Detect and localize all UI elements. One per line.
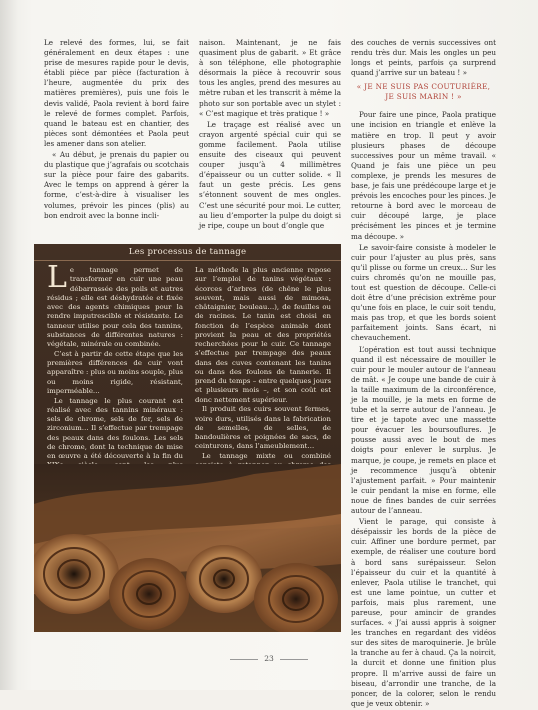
- paragraph: Le tannage le plus courant est réalisé avec des tannins minéraux : sels de chrome, sels de fer, sels de zirconium… Il s’effectue par trempage des peaux dans des foulons. Les sels de chrome, dont la technique de mise en œuvre a été découverte à la fin du: [47, 396, 183, 460]
- page-folio: [0, 654, 538, 663]
- paragraph: Il produit des cuirs souvent fermes, voire durs, utilisés dans la fabrication de semelles, de selles, de bandoulières et poignées de sacs, de ceinturons, dans l’ameublement…: [195, 405, 331, 451]
- paragraph: « Au début, je prenais du papier ou du plastique que j’agrafais ou scotchais sur la pièce pour faire des gabarits. Avec le temps on apprend à gérer la forme, c’est-à-dire à visualiser les volumes, prévoir les pinces (plis) au bon endroit avec la bonne incli-: [44, 150, 189, 220]
- paragraph: Le relevé des formes, lui, se fait généralement en deux étapes : une prise de mesures rapide pour le devis, établi pièce par pièce (facturation à l’heure, augmentée du prix des matières premières), puis une fois le devis validé, Paola revient à bord faire le relevé de formes complet. Parfois, quand le bateau est en chantier, des pièces sont démontées et Paola peut les amener dans son atelier.: [44, 38, 189, 148]
- pull-quote: [351, 82, 496, 102]
- article-column-1: [44, 38, 189, 222]
- paragraph: La méthode la plus ancienne repose sur l’emploi de tanins végétaux : écorces d’arbres (de chêne le plus souvent, mais aussi de mimosa, châtaignier, bouleau…), de feuilles ou de racines. Le tanin est choisi en fonction de l’espèce animale dont provient la peau et des propriétés recherchées pour le cuir. Ce tannage s’effectue par trempage des peaux dans des cuves contenant les tanins ou dans des foulons de tannerie. Il prend du temps – entre quelques jours et plusieurs mois –, et son coût est donc nettement supérieur.: [195, 266, 331, 404]
- paragraph: Pour faire une pince, Paola pratique une incision en triangle et enlève la matière en trop. Il peut y avoir plusieurs phases de découpe successives pour un même travail. « Quand je fais une pièce un peu complexe, je prends les mesures de base, je fais une prédécoupe large et je prévois les encoches pour les pinces. Je retourne à bord avec le morceau de cuir découpé large, je place précisément les pinces et je termine ma découpe. »: [351, 110, 496, 241]
- article-column-2: [199, 38, 341, 232]
- folio-rule-left: [230, 659, 258, 660]
- paragraph: [47, 260, 183, 349]
- tanning-sidebar-box: [34, 244, 341, 632]
- drop-cap: L: [47, 260, 67, 295]
- pull-quote-line-2: JE SUIS MARIN ! »: [385, 92, 462, 102]
- pull-quote-line-1: « JE NE SUIS PAS COUTURIÈRE,: [356, 82, 491, 92]
- leather-rolls-photo: [34, 464, 341, 632]
- paragraph: des couches de vernis successives ont rendu très dur. Mais les ongles un peu longs et peints, parfois ça surprend quand j’arrive sur un bateau ! »: [351, 38, 496, 78]
- paragraph: Le savoir-faire consiste à modeler le cuir pour l’ajuster au plus près, sans qu’il plisse ou forme un creux… Sur les cuirs chromés qu’on ne mouille pas, tout est question de découpe. Celle-ci doit être d’une précision extrême pour qu’une fois en place, le cuir soit tendu, mais pas trop, et que les bords soient parfaitement joints. Sans écart, ni chevauchement.: [351, 242, 496, 343]
- leather-rolls-illustration: [34, 464, 341, 632]
- paragraph: Vient le parage, qui consiste à désépaissir les bords de la pièce de cuir. Affiner une bordure permet, par exemple, de réaliser une couture bord à bord sans surépaisseur. Selon l’épaisseur du cuir et la quantité à enlever, Paola utilise le tranchet, qui est une lame pointue, un cutter et parfois, mais plus rarement, une pareuse, pour amincir de grandes surfaces. « J’ai aussi appris à soigner les tranches en regardant des vidéos sur des sites de maroquinerie. Je brûle la tranche au fer à chaud. Ça la noircit, la durcit et donne une finition plus propre. Il m’arrive aussi de faire un biseau, d’arrondir une tranche, de la poncer, de la colorer, selon le rendu que je veux obtenir. »: [351, 517, 496, 708]
- paragraph: L’opération est tout aussi technique quand il est nécessaire de mouiller le cuir pour le mouler autour de l’anneau de mât. « Je coupe une bande de cuir à la taille maximum de la circonférence, je la mouille, je la mets en forme de tube et la serre autour de l’anneau. Je tire et je tapote avec une massette pour évacuer les boursouflures. Je pousse aussi avec le bout de mes doigts pour enlever le surplus. Je marque, je coupe, je remets en place et je recommence jusqu’à obtenir l’ajustement parfait. » Pour maintenir le cuir pendant la mise en forme, elle noue de fines bandes de cuir serrées autour de l’anneau.: [351, 344, 496, 516]
- paragraph: naison. Maintenant, je ne fais quasiment plus de gabarit. » Et grâce à son téléphone, elle photographie désormais la pièce à recouvrir sous tous les angles, prend des mesures au mètre ruban et les transcrit à même la photo sur son portable avec un stylet : « C’est magique et très pratique ! »: [199, 38, 341, 118]
- paragraph: Le tannage mixte ou combiné: [202, 452, 331, 460]
- folio-rule-right: [280, 659, 308, 660]
- paragraph: C’est à partir de cette étape que les premières différences de cuir vont apparaître : plus ou moins souple, plus ou moins rigide, résistant, imperméable…: [47, 349, 183, 395]
- spine-shadow: [0, 0, 18, 690]
- article-column-3: [351, 38, 496, 710]
- sidebar-title: Les processus de tannage: [34, 244, 341, 261]
- paragraph-text: e tannage permet de transformer en cuir une peau débarrassée des poils et autres résidus ; elle est déshydratée et fixée avec des agents chimiques pour la rendre imputrescible et résistante. Le tanneur utilise pour cela des tannins, substances de différentes natures : végétale, minérale ou combinée.: [47, 266, 183, 348]
- paragraph: Le traçage est réalisé avec un crayon argenté spécial cuir qui se gomme facilement. Paola utilise ensuite des ciseaux qui peuvent couper jusqu’à 4 millimètres d’épaisseur ou un cutter solide. « Il faut un geste précis. Les gens s’étonnent souvent de mes ongles. C’est une sécurité pour moi. Le cutter, au lieu d’emporter la pulpe du doigt si je ripe, coupe un bout d’ongle que: [199, 119, 341, 230]
- page-number: 23: [264, 654, 274, 663]
